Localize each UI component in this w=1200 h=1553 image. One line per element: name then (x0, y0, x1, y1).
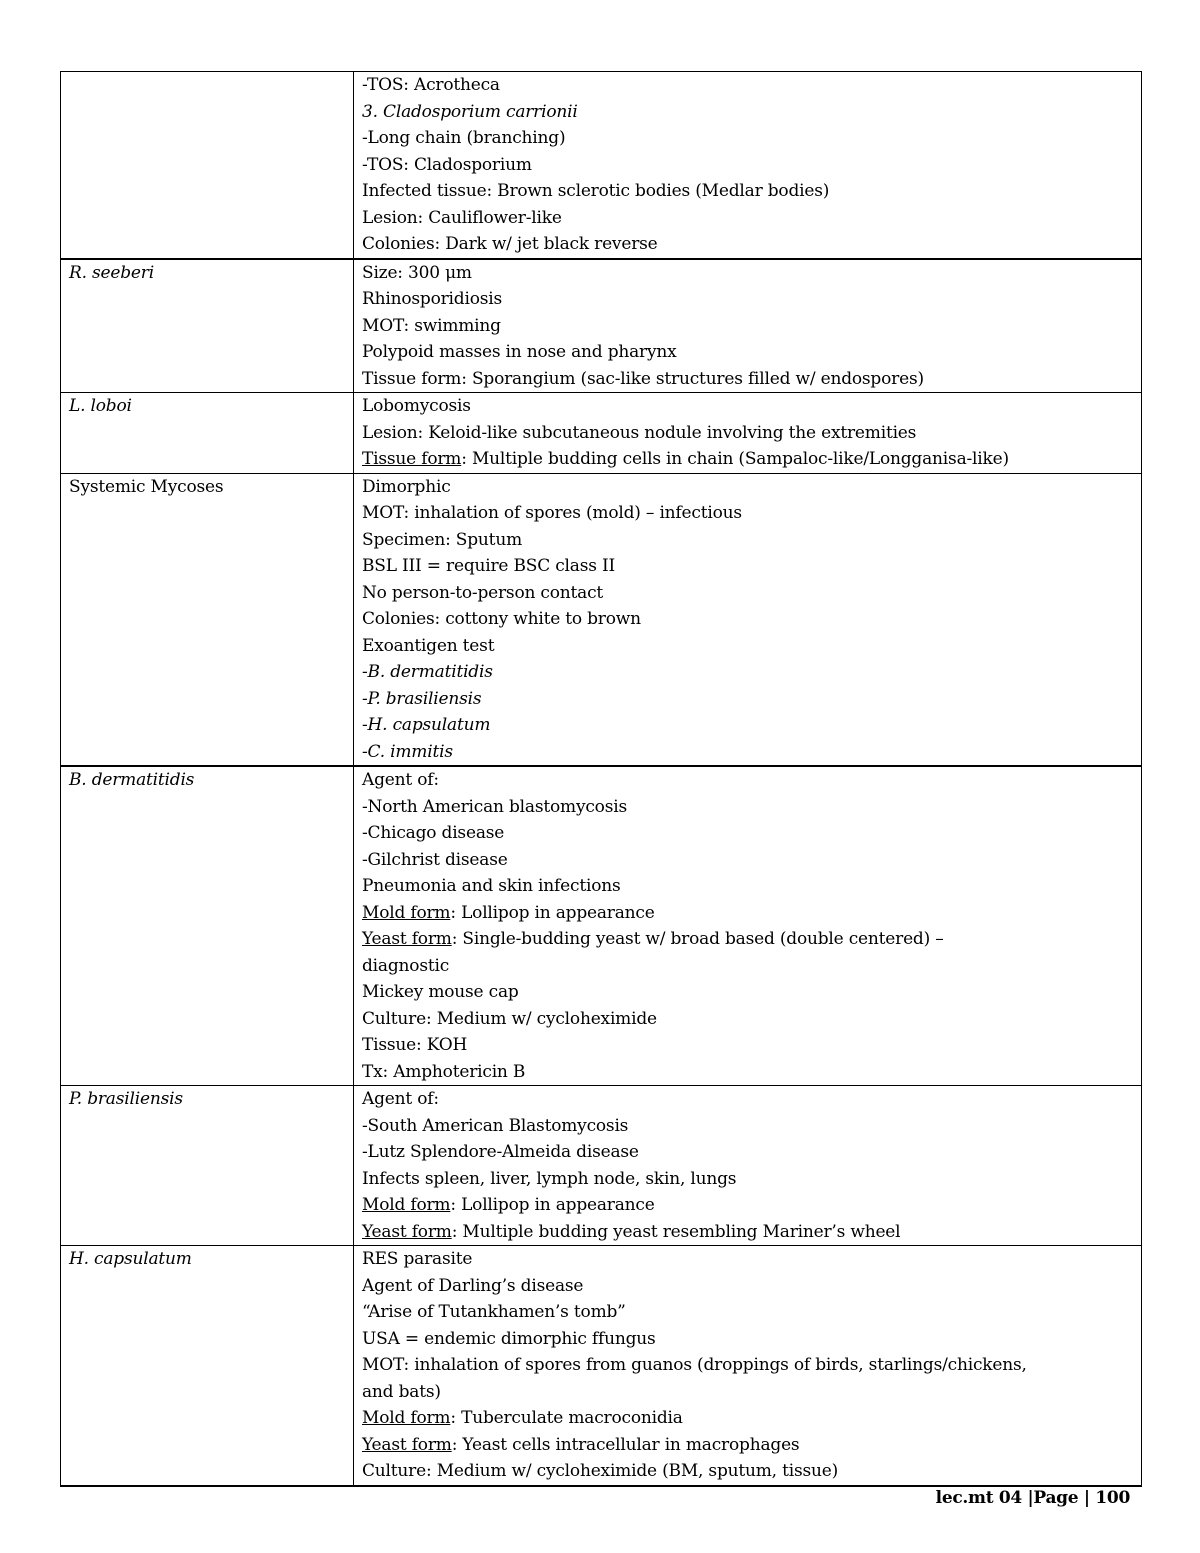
description-line: Mickey mouse cap (362, 982, 519, 1002)
description-line: Lesion: Keloid-like subcutaneous nodule involving the extremities (362, 422, 917, 443)
description-line: Exoantigen test (362, 635, 495, 656)
description-line: -TOS: Cladosporium (362, 154, 532, 175)
description-cell (354, 72, 1142, 259)
description-line: -South American Blastomycosis (362, 1115, 629, 1136)
table-row (61, 1086, 1142, 1246)
description-line: Pneumonia and skin infections (362, 876, 621, 896)
description-line: -H. capsulatum (362, 715, 491, 735)
description-line (362, 900, 1133, 927)
description-line: -Long chain (branching) (362, 128, 566, 148)
description-line: Specimen: Sputum (362, 529, 522, 550)
description-line: -Lutz Splendore-Almeida disease (362, 1142, 639, 1162)
page-footer: lec.mt 04 |Page | 100 (935, 1488, 1130, 1508)
table-row (61, 473, 1142, 766)
description-line: Rhinosporidiosis (362, 289, 503, 309)
description-line: -TOS: Acrotheca (362, 75, 500, 95)
organism-name: P. brasiliensis (69, 1089, 183, 1109)
description-line: Agent of Darling’s disease (362, 1275, 584, 1296)
description-line: Tx: Amphotericin B (362, 1061, 526, 1082)
description-line (362, 926, 1133, 953)
description-line: Infects spleen, liver, lymph node, skin, lungs (362, 1168, 737, 1189)
description-line: Lobomycosis (362, 396, 471, 416)
organism-cell (61, 473, 354, 766)
notes-table (60, 71, 1142, 1487)
description-line: -P. brasiliensis (362, 688, 482, 709)
description-cell (354, 259, 1142, 393)
description-line: BSL III = require BSC class II (362, 556, 616, 576)
form-label: Mold form (362, 902, 451, 923)
description-cell (354, 473, 1142, 766)
form-label: Yeast form (362, 1434, 452, 1455)
description-line: Tissue: KOH (362, 1035, 468, 1055)
description-line: No person-to-person contact (362, 582, 604, 603)
description-line: -Chicago disease (362, 823, 505, 843)
table-row (61, 393, 1142, 474)
organism-name: Systemic Mycoses (69, 476, 224, 497)
description-line (362, 446, 1133, 473)
description-line: Size: 300 μm (362, 262, 472, 283)
description-line: Agent of: (362, 770, 439, 790)
notes-table-body (61, 72, 1142, 1486)
description-line (362, 1405, 1133, 1432)
description-line: and bats) (362, 1381, 441, 1402)
description-cell (354, 393, 1142, 474)
description-line: -B. dermatitidis (362, 662, 493, 682)
description-line: MOT: inhalation of spores (mold) – infectious (362, 503, 742, 523)
description-line: MOT: swimming (362, 315, 501, 336)
form-description: : Multiple budding cells in chain (Sampaloc-like/Longganisa-like) (461, 449, 1009, 469)
description-line: -North American blastomycosis (362, 796, 628, 817)
description-line: Colonies: cottony white to brown (362, 609, 641, 629)
form-description: : Tuberculate macroconidia (450, 1408, 683, 1428)
description-line: Agent of: (362, 1089, 439, 1109)
description-line: Polypoid masses in nose and pharynx (362, 342, 677, 362)
form-description: : Lollipop in appearance (450, 902, 655, 923)
description-line: RES parasite (362, 1249, 473, 1269)
description-line: Lesion: Cauliflower-like (362, 207, 562, 228)
description-cell (354, 1246, 1142, 1486)
form-description: : Lollipop in appearance (450, 1195, 655, 1215)
organism-name: R. seeberi (69, 262, 154, 283)
organism-name: B. dermatitidis (69, 770, 195, 790)
form-label: Mold form (362, 1195, 451, 1215)
organism-cell (61, 1246, 354, 1486)
organism-name: H. capsulatum (69, 1249, 192, 1269)
document-page (60, 71, 1142, 1487)
description-line: 3. Cladosporium carrionii (362, 101, 578, 122)
description-line: Infected tissue: Brown sclerotic bodies (Medlar bodies) (362, 181, 830, 201)
form-description: : Single-budding yeast w/ broad based (double centered) – (451, 929, 944, 949)
description-line (362, 1432, 1133, 1459)
form-label: Yeast form (362, 929, 452, 949)
description-line: “Arise of Tutankhamen’s tomb” (362, 1302, 626, 1322)
description-line: Dimorphic (362, 476, 451, 497)
form-label: Mold form (362, 1408, 451, 1428)
form-description: : Multiple budding yeast resembling Mariner’s wheel (451, 1221, 901, 1242)
form-label: Tissue form (362, 449, 462, 469)
description-line: Colonies: Dark w/ jet black reverse (362, 234, 658, 254)
table-row (61, 1246, 1142, 1486)
description-line: Tissue form: Sporangium (sac-like structures filled w/ endospores) (362, 368, 924, 389)
description-line: Culture: Medium w/ cycloheximide (362, 1008, 657, 1029)
table-row (61, 72, 1142, 259)
description-line: Culture: Medium w/ cycloheximide (BM, sputum, tissue) (362, 1461, 839, 1481)
organism-name: L. loboi (69, 396, 132, 416)
description-line (362, 1219, 1133, 1246)
organism-cell (61, 1086, 354, 1246)
description-line: MOT: inhalation of spores from guanos (droppings of birds, starlings/chickens, (362, 1355, 1027, 1375)
form-label: Yeast form (362, 1221, 452, 1242)
organism-cell (61, 766, 354, 1086)
table-row (61, 259, 1142, 393)
description-line (362, 1192, 1133, 1219)
description-cell (354, 1086, 1142, 1246)
organism-cell (61, 393, 354, 474)
organism-cell (61, 259, 354, 393)
organism-cell (61, 72, 354, 259)
description-line: -Gilchrist disease (362, 849, 508, 870)
description-line: -C. immitis (362, 741, 453, 762)
form-description: : Yeast cells intracellular in macrophages (451, 1434, 800, 1455)
description-line: diagnostic (362, 955, 450, 976)
table-row (61, 766, 1142, 1086)
description-cell (354, 766, 1142, 1086)
description-line: USA = endemic dimorphic ffungus (362, 1328, 656, 1349)
